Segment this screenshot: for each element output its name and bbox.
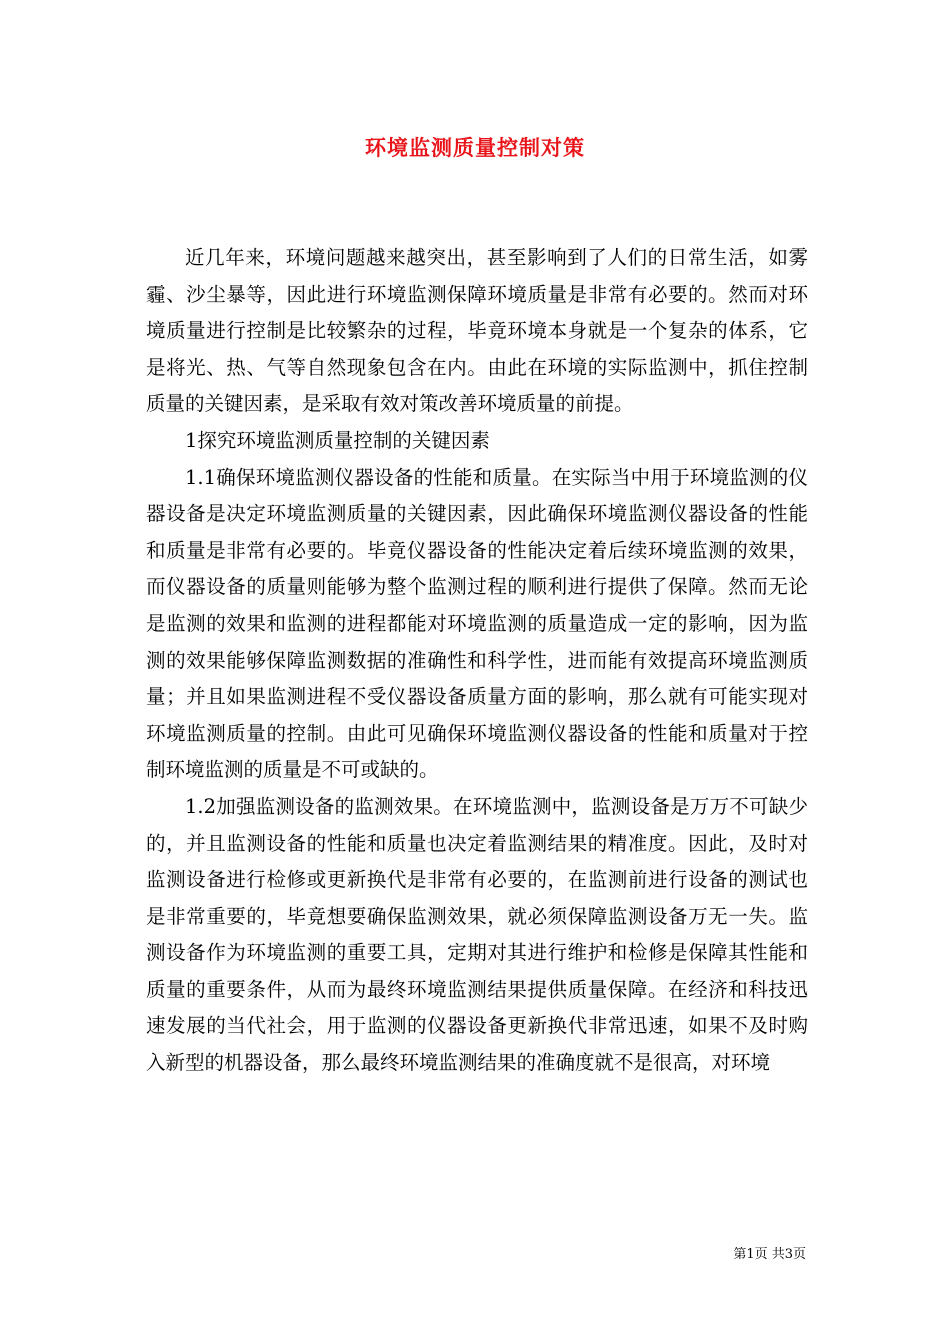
intro-paragraph: 近几年来，环境问题越来越突出，甚至影响到了人们的日常生活，如雾霾、沙尘暴等，因此进行环境监测保障环境质量是非常有必要的。然而对环境质量进行控制是比较繁杂的过程，毕竟环境本身就是一个复杂的体系，它是将光、热、气等自然现象包含在内。由此在环境的实际监测中，抓住控制质量的关键因素，是采取有效对策改善环境质量的前提。 — [146, 246, 808, 416]
section-1-1-paragraph: 1.1确保环境监测仪器设备的性能和质量。在实际当中用于环境监测的仪器设备是决定环境监测质量的关键因素，因此确保环境监测仪器设备的性能和质量是非常有必要的。毕竟仪器设备的性能决定着后续环境监测的效果，而仪器设备的质量则能够为整个监测过程的顺利进行提供了保障。然而无论是监测的效果和监测的进程都能对环境监测的质量造成一定的影响，因为监测的效果能够保障监测数据的准确性和科学性，进而能有效提高环境监测质量；并且如果监测进程不受仪器设备质量方面的影响，那么就有可能实现对环境监测质量的控制。由此可见确保环境监测仪器设备的性能和质量对于控制环境监测的质量是不可或缺的。 — [146, 465, 808, 782]
page-number-footer: 第1页 共3页 — [733, 1247, 806, 1262]
document-body — [146, 240, 808, 1082]
document-title: 环境监测质量控制对策 — [365, 135, 585, 160]
section-heading: 1探究环境监测质量控制的关键因素 — [185, 428, 490, 452]
section-1-2-paragraph: 1.2加强监测设备的监测效果。在环境监测中，监测设备是万万不可缺少的，并且监测设备的性能和质量也决定着监测结果的精准度。因此，及时对监测设备进行检修或更新换代是非常有必要的，在监测前进行设备的测试也是非常重要的，毕竟想要确保监测效果，就必须保障监测设备万无一失。监测设备作为环境监测的重要工具，定期对其进行维护和检修是保障其性能和质量的重要条件，从而为最终环境监测结果提供质量保障。在经济和科技迅速发展的当代社会，用于监测的仪器设备更新换代非常迅速，如果不及时购入新型的机器设备，那么最终环境监测结果的准确度就不是很高，对环境 — [146, 794, 808, 1075]
